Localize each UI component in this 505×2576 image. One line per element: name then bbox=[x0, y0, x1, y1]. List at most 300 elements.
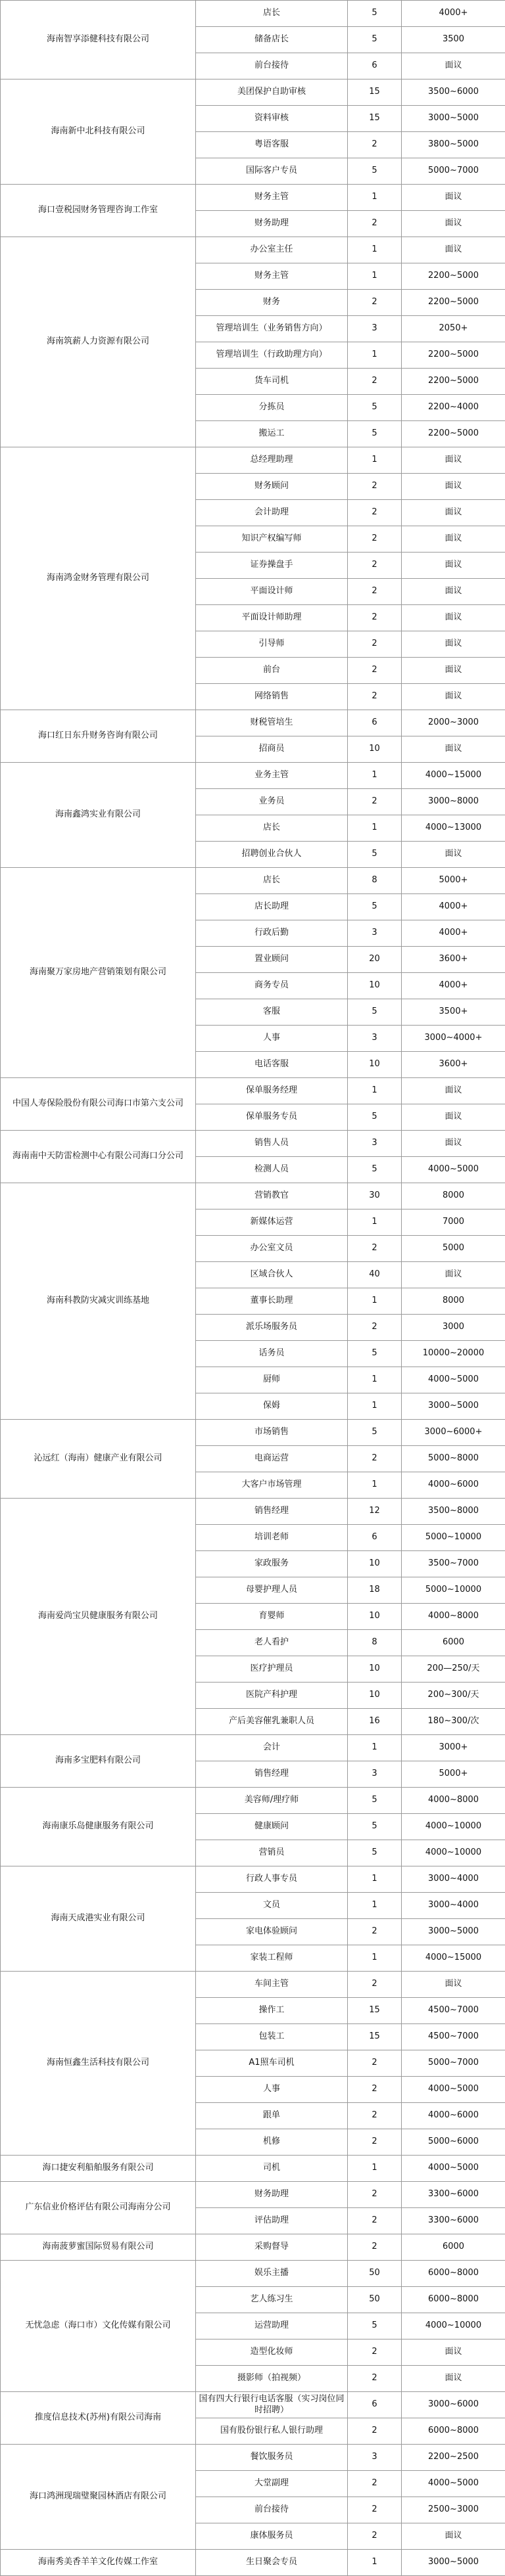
headcount-cell: 3 bbox=[348, 316, 402, 342]
salary-cell: 4000~5000 bbox=[402, 2471, 505, 2497]
salary-cell: 面议 bbox=[402, 526, 505, 553]
position-cell: 业务主管 bbox=[196, 763, 348, 789]
headcount-cell: 1 bbox=[348, 763, 402, 789]
headcount-cell: 2 bbox=[348, 789, 402, 815]
table-row bbox=[1, 2261, 505, 2287]
salary-cell: 4000~8000 bbox=[402, 1788, 505, 1814]
table-row bbox=[1, 2182, 505, 2208]
salary-cell: 面议 bbox=[402, 605, 505, 631]
position-cell: 储备店长 bbox=[196, 27, 348, 53]
headcount-cell: 1 bbox=[348, 185, 402, 211]
headcount-cell: 5 bbox=[348, 2313, 402, 2339]
salary-cell: 2500~3000 bbox=[402, 2497, 505, 2523]
headcount-cell: 16 bbox=[348, 1709, 402, 1735]
position-cell: 管理培训生（业务销售方向） bbox=[196, 316, 348, 342]
position-cell: 招聘创业合伙人 bbox=[196, 842, 348, 868]
position-cell: 人事 bbox=[196, 2077, 348, 2103]
headcount-cell: 1 bbox=[348, 1078, 402, 1104]
headcount-cell: 5 bbox=[348, 1420, 402, 1446]
headcount-cell: 6 bbox=[348, 53, 402, 79]
position-cell: 网络销售 bbox=[196, 684, 348, 710]
headcount-cell: 5 bbox=[348, 1, 402, 27]
salary-cell: 3000 bbox=[402, 1315, 505, 1341]
position-cell: 营销员 bbox=[196, 1840, 348, 1866]
job-listing-body bbox=[1, 1, 505, 2576]
position-cell: 厨师 bbox=[196, 1367, 348, 1393]
position-cell: 育婴师 bbox=[196, 1604, 348, 1630]
headcount-cell: 12 bbox=[348, 1499, 402, 1525]
table-row bbox=[1, 1788, 505, 1814]
position-cell: 跟单 bbox=[196, 2103, 348, 2129]
headcount-cell: 2 bbox=[348, 553, 402, 579]
table-row bbox=[1, 763, 505, 789]
headcount-cell: 5 bbox=[348, 842, 402, 868]
headcount-cell: 40 bbox=[348, 1262, 402, 1288]
salary-cell: 2200~5000 bbox=[402, 369, 505, 395]
salary-cell: 4000~10000 bbox=[402, 1814, 505, 1840]
headcount-cell: 10 bbox=[348, 973, 402, 999]
position-cell: 会计助理 bbox=[196, 500, 348, 526]
headcount-cell: 2 bbox=[348, 526, 402, 553]
headcount-cell: 3 bbox=[348, 1761, 402, 1788]
position-cell: 医疗护理员 bbox=[196, 1656, 348, 1683]
salary-cell: 4000~15000 bbox=[402, 1945, 505, 1972]
position-cell: 营销教官 bbox=[196, 1183, 348, 1209]
salary-cell: 6000 bbox=[402, 1630, 505, 1656]
headcount-cell: 2 bbox=[348, 2418, 402, 2445]
salary-cell: 面议 bbox=[402, 185, 505, 211]
headcount-cell: 1 bbox=[348, 1735, 402, 1761]
company-name: 海南筑薪人力资源有限公司 bbox=[1, 237, 196, 447]
company-name: 沁远红（海南）健康产业有限公司 bbox=[1, 1420, 196, 1499]
position-cell: 包装工 bbox=[196, 2024, 348, 2050]
position-cell: 艺人练习生 bbox=[196, 2287, 348, 2313]
headcount-cell: 2 bbox=[348, 658, 402, 684]
headcount-cell: 1 bbox=[348, 1866, 402, 1893]
headcount-cell: 10 bbox=[348, 1683, 402, 1709]
position-cell: 家装工程师 bbox=[196, 1945, 348, 1972]
table-row bbox=[1, 1078, 505, 1104]
table-row bbox=[1, 1, 505, 27]
table-row bbox=[1, 868, 505, 894]
salary-cell: 5000 bbox=[402, 1236, 505, 1262]
salary-cell: 3000~5000 bbox=[402, 106, 505, 132]
position-cell: 人事 bbox=[196, 1026, 348, 1052]
headcount-cell: 8 bbox=[348, 1630, 402, 1656]
company-name: 海南康乐岛健康服务有限公司 bbox=[1, 1788, 196, 1866]
salary-cell: 面议 bbox=[402, 579, 505, 605]
headcount-cell: 18 bbox=[348, 1577, 402, 1604]
position-cell: 店长 bbox=[196, 1, 348, 27]
position-cell: 国有股份银行私人银行助理 bbox=[196, 2418, 348, 2445]
headcount-cell: 2 bbox=[348, 684, 402, 710]
salary-cell: 3500 bbox=[402, 27, 505, 53]
position-cell: 娱乐主播 bbox=[196, 2261, 348, 2287]
company-name: 海南南中天防雷检测中心有限公司海口分公司 bbox=[1, 1131, 196, 1183]
company-name: 海口鸿洲现瑞璧聚园林酒店有限公司 bbox=[1, 2445, 196, 2550]
position-cell: 家政服务 bbox=[196, 1551, 348, 1577]
salary-cell: 5000~7000 bbox=[402, 158, 505, 185]
company-name: 海南多宝肥料有限公司 bbox=[1, 1735, 196, 1788]
headcount-cell: 1 bbox=[348, 1393, 402, 1420]
salary-cell: 2000~3000 bbox=[402, 710, 505, 736]
headcount-cell: 5 bbox=[348, 1341, 402, 1367]
headcount-cell: 2 bbox=[348, 369, 402, 395]
headcount-cell: 2 bbox=[348, 211, 402, 237]
headcount-cell: 2 bbox=[348, 2129, 402, 2156]
headcount-cell: 1 bbox=[348, 1288, 402, 1315]
company-name: 广东信业价格评估有限公司海南分公司 bbox=[1, 2182, 196, 2234]
position-cell: 国有四大行银行电话客服（实习岗位同时招聘） bbox=[196, 2392, 348, 2418]
position-cell: 引导师 bbox=[196, 631, 348, 658]
position-cell: 行政人事专员 bbox=[196, 1866, 348, 1893]
position-cell: 美团保护自助审核 bbox=[196, 79, 348, 106]
headcount-cell: 1 bbox=[348, 2550, 402, 2576]
position-cell: 保单服务经理 bbox=[196, 1078, 348, 1104]
company-name: 无忧急虑（海口市）文化传媒有限公司 bbox=[1, 2261, 196, 2392]
position-cell: 司机 bbox=[196, 2156, 348, 2182]
position-cell: 知识产权编写师 bbox=[196, 526, 348, 553]
position-cell: 店长助理 bbox=[196, 894, 348, 920]
salary-cell: 3000~6000 bbox=[402, 2392, 505, 2418]
salary-cell: 180~300/次 bbox=[402, 1709, 505, 1735]
position-cell: 财务主管 bbox=[196, 263, 348, 290]
salary-cell: 4000+ bbox=[402, 894, 505, 920]
headcount-cell: 5 bbox=[348, 1814, 402, 1840]
position-cell: 运营助理 bbox=[196, 2313, 348, 2339]
headcount-cell: 5 bbox=[348, 1788, 402, 1814]
headcount-cell: 6 bbox=[348, 1525, 402, 1551]
table-row bbox=[1, 1866, 505, 1893]
position-cell: 证券操盘手 bbox=[196, 553, 348, 579]
headcount-cell: 20 bbox=[348, 947, 402, 973]
headcount-cell: 10 bbox=[348, 1551, 402, 1577]
salary-cell: 5000~6000 bbox=[402, 2129, 505, 2156]
position-cell: 资料审核 bbox=[196, 106, 348, 132]
salary-cell: 5000~10000 bbox=[402, 1577, 505, 1604]
position-cell: 货车司机 bbox=[196, 369, 348, 395]
salary-cell: 面议 bbox=[402, 842, 505, 868]
salary-cell: 4000+ bbox=[402, 920, 505, 947]
position-cell: 招商员 bbox=[196, 736, 348, 763]
salary-cell: 4000+ bbox=[402, 1, 505, 27]
headcount-cell: 10 bbox=[348, 1052, 402, 1078]
position-cell: 平面设计师 bbox=[196, 579, 348, 605]
position-cell: 保姆 bbox=[196, 1393, 348, 1420]
position-cell: A1照车司机 bbox=[196, 2050, 348, 2077]
salary-cell: 8000 bbox=[402, 1288, 505, 1315]
salary-cell: 面议 bbox=[402, 1262, 505, 1288]
salary-cell: 200—250/天 bbox=[402, 1656, 505, 1683]
position-cell: 财税管培生 bbox=[196, 710, 348, 736]
salary-cell: 面议 bbox=[402, 2523, 505, 2550]
salary-cell: 2200~5000 bbox=[402, 421, 505, 447]
salary-cell: 4000~8000 bbox=[402, 1604, 505, 1630]
headcount-cell: 2 bbox=[348, 1919, 402, 1945]
salary-cell: 10000~20000 bbox=[402, 1341, 505, 1367]
headcount-cell: 2 bbox=[348, 2077, 402, 2103]
salary-cell: 面议 bbox=[402, 1104, 505, 1131]
salary-cell: 5000+ bbox=[402, 868, 505, 894]
company-name: 海南聚万家房地产营销策划有限公司 bbox=[1, 868, 196, 1078]
headcount-cell: 2 bbox=[348, 2234, 402, 2261]
position-cell: 生日聚会专员 bbox=[196, 2550, 348, 2576]
company-name: 中国人寿保险股份有限公司海口市第六支公司 bbox=[1, 1078, 196, 1131]
salary-cell: 3000~6000+ bbox=[402, 1420, 505, 1446]
position-cell: 置业顾问 bbox=[196, 947, 348, 973]
headcount-cell: 2 bbox=[348, 2366, 402, 2392]
headcount-cell: 2 bbox=[348, 474, 402, 500]
salary-cell: 7000 bbox=[402, 1209, 505, 1236]
headcount-cell: 2 bbox=[348, 2471, 402, 2497]
salary-cell: 4500~7000 bbox=[402, 2024, 505, 2050]
position-cell: 市场销售 bbox=[196, 1420, 348, 1446]
headcount-cell: 3 bbox=[348, 1026, 402, 1052]
headcount-cell: 10 bbox=[348, 736, 402, 763]
headcount-cell: 2 bbox=[348, 1236, 402, 1262]
salary-cell: 面议 bbox=[402, 1131, 505, 1157]
salary-cell: 4000~6000 bbox=[402, 2103, 505, 2129]
position-cell: 检测人员 bbox=[196, 1157, 348, 1183]
position-cell: 会计 bbox=[196, 1735, 348, 1761]
company-name: 海南天成港实业有限公司 bbox=[1, 1866, 196, 1972]
position-cell: 前台接待 bbox=[196, 53, 348, 79]
headcount-cell: 2 bbox=[348, 1972, 402, 1998]
salary-cell: 2200~4000 bbox=[402, 395, 505, 421]
position-cell: 派乐场服务员 bbox=[196, 1315, 348, 1341]
headcount-cell: 6 bbox=[348, 710, 402, 736]
salary-cell: 4000~10000 bbox=[402, 2313, 505, 2339]
salary-cell: 5000+ bbox=[402, 1761, 505, 1788]
headcount-cell: 5 bbox=[348, 27, 402, 53]
company-name: 海南鑫鸿实业有限公司 bbox=[1, 763, 196, 868]
headcount-cell: 5 bbox=[348, 1104, 402, 1131]
table-row bbox=[1, 2234, 505, 2261]
position-cell: 分拣员 bbox=[196, 395, 348, 421]
headcount-cell: 2 bbox=[348, 2523, 402, 2550]
salary-cell: 3000~4000 bbox=[402, 1893, 505, 1919]
position-cell: 操作工 bbox=[196, 1998, 348, 2024]
position-cell: 前台 bbox=[196, 658, 348, 684]
position-cell: 母婴护理人员 bbox=[196, 1577, 348, 1604]
position-cell: 造型化妆师 bbox=[196, 2339, 348, 2366]
position-cell: 美容师/理疗师 bbox=[196, 1788, 348, 1814]
position-cell: 前台接待 bbox=[196, 2497, 348, 2523]
salary-cell: 面议 bbox=[402, 500, 505, 526]
headcount-cell: 15 bbox=[348, 1998, 402, 2024]
salary-cell: 3000~5000 bbox=[402, 2550, 505, 2576]
company-name: 海口捷安利船舶服务有限公司 bbox=[1, 2156, 196, 2182]
company-name: 海南新中北科技有限公司 bbox=[1, 79, 196, 185]
headcount-cell: 2 bbox=[348, 1446, 402, 1472]
position-cell: 总经理助理 bbox=[196, 447, 348, 474]
table-row bbox=[1, 185, 505, 211]
headcount-cell: 2 bbox=[348, 631, 402, 658]
salary-cell: 2050+ bbox=[402, 316, 505, 342]
headcount-cell: 2 bbox=[348, 2103, 402, 2129]
salary-cell: 3300~6000 bbox=[402, 2208, 505, 2234]
position-cell: 办公室文员 bbox=[196, 1236, 348, 1262]
salary-cell: 3800~5000 bbox=[402, 132, 505, 158]
headcount-cell: 5 bbox=[348, 999, 402, 1026]
salary-cell: 4000~6000 bbox=[402, 1472, 505, 1499]
headcount-cell: 1 bbox=[348, 342, 402, 369]
headcount-cell: 3 bbox=[348, 920, 402, 947]
salary-cell: 3000~8000 bbox=[402, 789, 505, 815]
salary-cell: 3000~4000 bbox=[402, 1866, 505, 1893]
headcount-cell: 30 bbox=[348, 1183, 402, 1209]
position-cell: 平面设计师助理 bbox=[196, 605, 348, 631]
table-row bbox=[1, 1735, 505, 1761]
headcount-cell: 5 bbox=[348, 1157, 402, 1183]
position-cell: 产后美容催乳兼职人员 bbox=[196, 1709, 348, 1735]
salary-cell: 3000~4000+ bbox=[402, 1026, 505, 1052]
headcount-cell: 1 bbox=[348, 2156, 402, 2182]
position-cell: 机修 bbox=[196, 2129, 348, 2156]
salary-cell: 2200~5000 bbox=[402, 290, 505, 316]
salary-cell: 面议 bbox=[402, 2339, 505, 2366]
table-row bbox=[1, 2156, 505, 2182]
headcount-cell: 50 bbox=[348, 2261, 402, 2287]
headcount-cell: 5 bbox=[348, 158, 402, 185]
position-cell: 商务专员 bbox=[196, 973, 348, 999]
headcount-cell: 8 bbox=[348, 868, 402, 894]
salary-cell: 4000+ bbox=[402, 973, 505, 999]
position-cell: 区域合伙人 bbox=[196, 1262, 348, 1288]
headcount-cell: 15 bbox=[348, 79, 402, 106]
headcount-cell: 2 bbox=[348, 1315, 402, 1341]
salary-cell: 3000~5000 bbox=[402, 1393, 505, 1420]
salary-cell: 3500~8000 bbox=[402, 1499, 505, 1525]
headcount-cell: 5 bbox=[348, 421, 402, 447]
salary-cell: 200~300/天 bbox=[402, 1683, 505, 1709]
salary-cell: 2200~5000 bbox=[402, 342, 505, 369]
salary-cell: 面议 bbox=[402, 211, 505, 237]
salary-cell: 面议 bbox=[402, 447, 505, 474]
headcount-cell: 1 bbox=[348, 1209, 402, 1236]
salary-cell: 3500~7000 bbox=[402, 1551, 505, 1577]
table-row bbox=[1, 1972, 505, 1998]
table-row bbox=[1, 2550, 505, 2576]
salary-cell: 4000~5000 bbox=[402, 1157, 505, 1183]
salary-cell: 3600+ bbox=[402, 1052, 505, 1078]
salary-cell: 5000~7000 bbox=[402, 2050, 505, 2077]
position-cell: 店长 bbox=[196, 868, 348, 894]
table-row bbox=[1, 1183, 505, 1209]
salary-cell: 面议 bbox=[402, 736, 505, 763]
headcount-cell: 5 bbox=[348, 894, 402, 920]
salary-cell: 3000+ bbox=[402, 1735, 505, 1761]
position-cell: 业务员 bbox=[196, 789, 348, 815]
company-name: 海口壹税园财务管理咨询工作室 bbox=[1, 185, 196, 237]
salary-cell: 8000 bbox=[402, 1183, 505, 1209]
position-cell: 董事长助理 bbox=[196, 1288, 348, 1315]
position-cell: 康体服务员 bbox=[196, 2523, 348, 2550]
position-cell: 车间主管 bbox=[196, 1972, 348, 1998]
salary-cell: 6000~8000 bbox=[402, 2418, 505, 2445]
salary-cell: 面议 bbox=[402, 553, 505, 579]
salary-cell: 4000~10000 bbox=[402, 1840, 505, 1866]
headcount-cell: 1 bbox=[348, 815, 402, 842]
headcount-cell: 2 bbox=[348, 2182, 402, 2208]
salary-cell: 3500+ bbox=[402, 999, 505, 1026]
table-row bbox=[1, 447, 505, 474]
table-row bbox=[1, 1131, 505, 1157]
position-cell: 家电体验顾问 bbox=[196, 1919, 348, 1945]
salary-cell: 2200~2500 bbox=[402, 2445, 505, 2471]
headcount-cell: 2 bbox=[348, 2208, 402, 2234]
company-name: 推度信息技术(苏州)有限公司海南 bbox=[1, 2392, 196, 2445]
salary-cell: 5000~8000 bbox=[402, 1446, 505, 1472]
headcount-cell: 1 bbox=[348, 1367, 402, 1393]
salary-cell: 面议 bbox=[402, 1972, 505, 1998]
company-name: 海口红日东升财务咨询有限公司 bbox=[1, 710, 196, 763]
table-row bbox=[1, 79, 505, 106]
company-name: 海南菠萝蜜国际贸易有限公司 bbox=[1, 2234, 196, 2261]
headcount-cell: 2 bbox=[348, 132, 402, 158]
position-cell: 话务员 bbox=[196, 1341, 348, 1367]
salary-cell: 面议 bbox=[402, 1078, 505, 1104]
position-cell: 大堂副理 bbox=[196, 2471, 348, 2497]
position-cell: 管理培训生（行政助理方向） bbox=[196, 342, 348, 369]
position-cell: 财务助理 bbox=[196, 211, 348, 237]
position-cell: 餐饮服务员 bbox=[196, 2445, 348, 2471]
salary-cell: 3500~6000 bbox=[402, 79, 505, 106]
salary-cell: 2200~5000 bbox=[402, 263, 505, 290]
headcount-cell: 50 bbox=[348, 2287, 402, 2313]
position-cell: 行政后勤 bbox=[196, 920, 348, 947]
position-cell: 培训老师 bbox=[196, 1525, 348, 1551]
salary-cell: 3600+ bbox=[402, 947, 505, 973]
salary-cell: 6000 bbox=[402, 2234, 505, 2261]
position-cell: 健康顾问 bbox=[196, 1814, 348, 1840]
position-cell: 销售经理 bbox=[196, 1499, 348, 1525]
salary-cell: 4000~15000 bbox=[402, 763, 505, 789]
company-name: 海南智享添健科技有限公司 bbox=[1, 1, 196, 79]
company-name: 海南鸿金财务管理有限公司 bbox=[1, 447, 196, 710]
salary-cell: 面议 bbox=[402, 237, 505, 263]
position-cell: 销售经理 bbox=[196, 1761, 348, 1788]
salary-cell: 6000~8000 bbox=[402, 2261, 505, 2287]
position-cell: 评估助理 bbox=[196, 2208, 348, 2234]
company-name: 海南科教防灾减灾训练基地 bbox=[1, 1183, 196, 1420]
table-row bbox=[1, 2445, 505, 2471]
salary-cell: 面议 bbox=[402, 631, 505, 658]
position-cell: 保单服务专员 bbox=[196, 1104, 348, 1131]
company-name: 海南恒鑫生活科技有限公司 bbox=[1, 1972, 196, 2156]
salary-cell: 3000~5000 bbox=[402, 1919, 505, 1945]
position-cell: 老人看护 bbox=[196, 1630, 348, 1656]
salary-cell: 3300~6000 bbox=[402, 2182, 505, 2208]
salary-cell: 6000~8000 bbox=[402, 2287, 505, 2313]
table-row bbox=[1, 710, 505, 736]
headcount-cell: 2 bbox=[348, 605, 402, 631]
position-cell: 电话客服 bbox=[196, 1052, 348, 1078]
salary-cell: 4000~5000 bbox=[402, 2156, 505, 2182]
position-cell: 新媒体运营 bbox=[196, 1209, 348, 1236]
table-row bbox=[1, 1499, 505, 1525]
headcount-cell: 1 bbox=[348, 1945, 402, 1972]
salary-cell: 5000~10000 bbox=[402, 1525, 505, 1551]
headcount-cell: 2 bbox=[348, 2050, 402, 2077]
salary-cell: 4000~5000 bbox=[402, 2077, 505, 2103]
headcount-cell: 6 bbox=[348, 2392, 402, 2418]
salary-cell: 4500~7000 bbox=[402, 1998, 505, 2024]
position-cell: 大客户市场管理 bbox=[196, 1472, 348, 1499]
position-cell: 客服 bbox=[196, 999, 348, 1026]
headcount-cell: 3 bbox=[348, 1131, 402, 1157]
salary-cell: 面议 bbox=[402, 474, 505, 500]
